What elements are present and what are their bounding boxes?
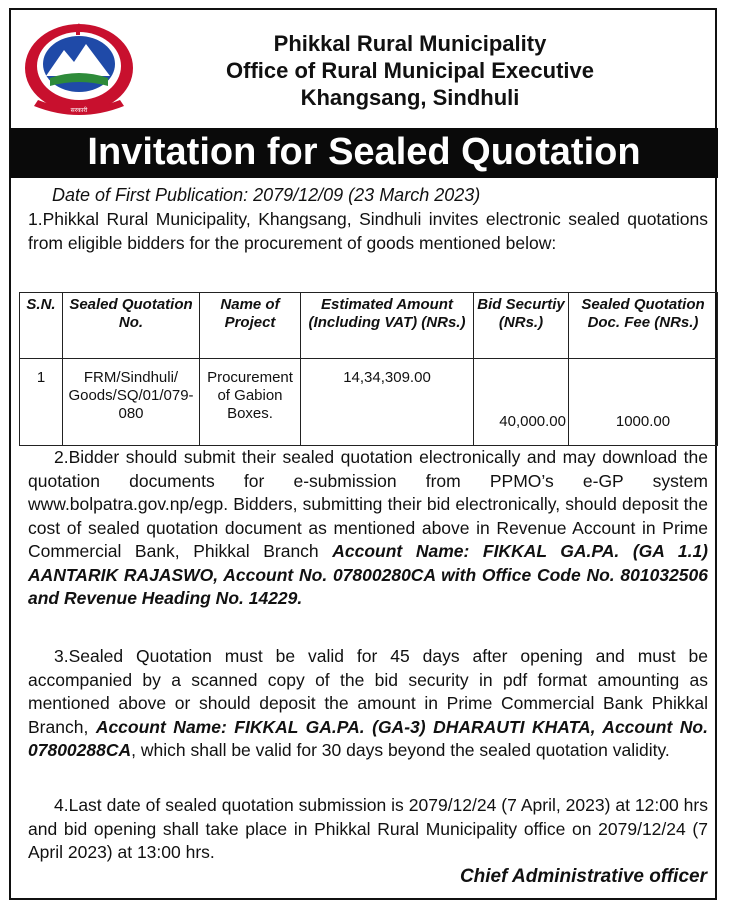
- cell-project: Procurement of Gabion Boxes.: [200, 359, 301, 446]
- paragraph-3-tail: , which shall be valid for 30 days beyond the sealed quotation validity.: [131, 740, 670, 760]
- paragraph-2-account: Account Name: FIKKAL GA.PA. (GA 1.1) AANTARIK RAJASWO, Account No. 07800280CA with Office Code No. 801032506 and Revenue Heading No. 14229.: [28, 541, 709, 608]
- municipality-name: Phikkal Rural Municipality: [273, 31, 547, 56]
- cell-estimated-amount: 14,34,309.00: [301, 359, 474, 446]
- col-doc-fee: Sealed Quotation Doc. Fee (NRs.): [569, 293, 718, 359]
- paragraph-3-account: Account Name: FIKKAL GA.PA. (GA-3) DHARAUTI KHATA, Account No. 07800288CA: [28, 716, 708, 760]
- paragraph-3: [28, 645, 708, 763]
- col-sn: S.N.: [20, 293, 63, 359]
- col-project: Name of Project: [200, 293, 301, 359]
- col-bid-security: Bid Securtiy (NRs.): [474, 293, 569, 359]
- paragraph-1: 1.Phikkal Rural Municipality, Khangsang, Sindhuli invites electronic sealed quotations from eligible bidders for the procurement of goods mentioned below:: [28, 209, 708, 253]
- quotation-table: [19, 292, 718, 446]
- cell-quotation-no: FRM/Sindhuli/ Goods/SQ/01/079-080: [63, 359, 200, 446]
- col-estimated-amount: Estimated Amount (Including VAT) (NRs.): [301, 293, 474, 359]
- location: Khangsang, Sindhuli: [300, 85, 520, 110]
- cell-bid-security: 40,000.00: [474, 359, 569, 446]
- cell-sn: 1: [20, 359, 63, 446]
- table-row: [20, 359, 718, 446]
- col-quotation-no: Sealed Quotation No.: [63, 293, 200, 359]
- emblem-ribbon-text: सरकारी: [70, 108, 88, 114]
- table-header-row: [20, 293, 718, 359]
- publication-date: Date of First Publication: 2079/12/09 (23 March 2023): [52, 185, 481, 205]
- paragraph-4: 4.Last date of sealed quotation submission is 2079/12/24 (7 April, 2023) at 12:00 hrs and bid opening shall take place in Phikkal Rural Municipality office on 2079/12/24 (7 April 2023) at 13:00 hrs.: [28, 795, 708, 862]
- nepal-emblem-icon: [20, 20, 138, 120]
- notice-title-banner: Invitation for Sealed Quotation: [10, 128, 718, 178]
- paragraph-2: [28, 446, 708, 611]
- signatory-title: Chief Administrative officer: [459, 866, 707, 887]
- cell-doc-fee: 1000.00: [569, 359, 718, 446]
- paragraph-3-text: 3.Sealed Quotation must be valid for 45 days after opening and must be accompanied by a scanned copy of the bid security in pdf format amounting as mentioned above or should deposit the amount in Prime Commercial Bank Phikkal Branch,: [28, 646, 708, 737]
- office-name: Office of Rural Municipal Executive: [226, 58, 594, 83]
- paragraph-2-text: 2.Bidder should submit their sealed quotation electronically and may download the quotation documents for e-submission from PPMO’s e-GP system www.bolpatra.gov.np/egp. Bidders, submitting their bid electronically, should deposit the cost of sealed quotation document as mentioned above in Revenue Account in Prime Commercial Bank, Phikkal Branch: [28, 447, 708, 561]
